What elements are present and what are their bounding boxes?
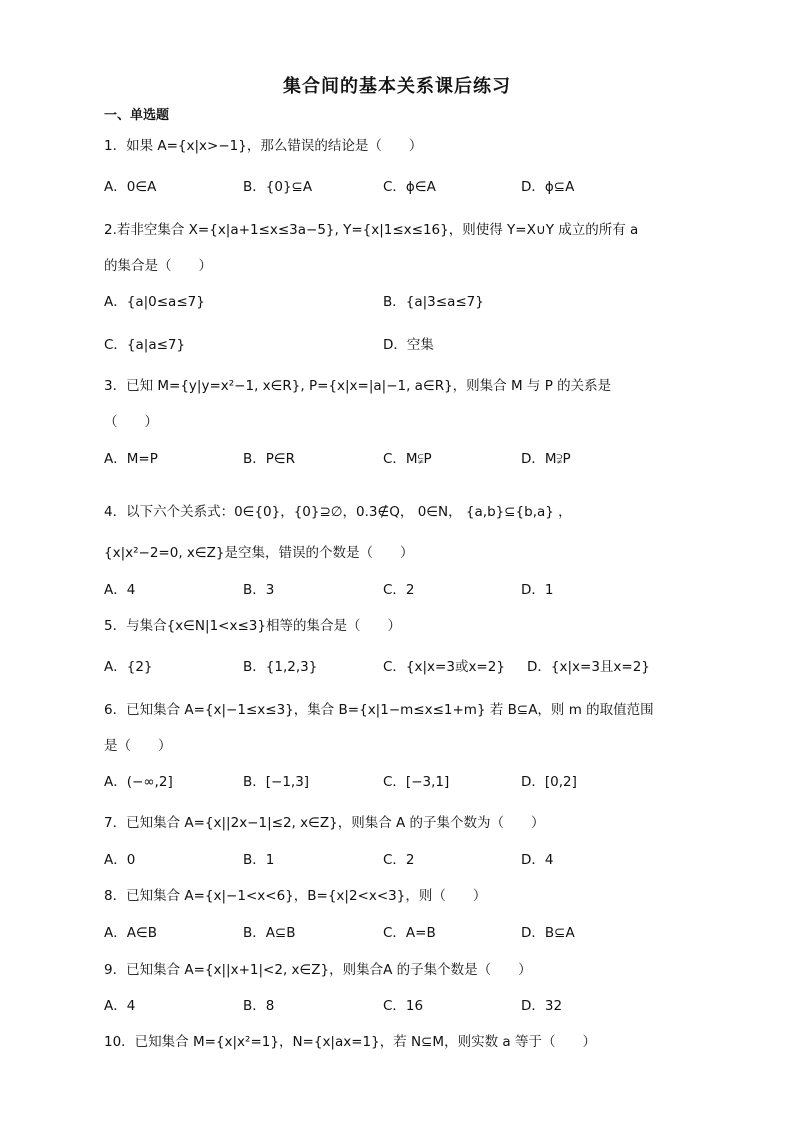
question-1-stem: 1．如果 A={x|x>−1}，那么错误的结论是（ ）: [104, 138, 423, 154]
q2-option-d: D．空集: [383, 337, 434, 353]
question-8-stem: 8．已知集合 A={x|−1<x<6}，B={x|2<x<3}，则（ ）: [104, 888, 487, 904]
q2-option-b: B．{a|3≤a≤7}: [383, 294, 484, 310]
q9-option-a: A．4: [104, 998, 136, 1014]
question-10-stem: 10．已知集合 M={x|x²=1}，N={x|ax=1}，若 N⊆M，则实数 a 等于（ ）: [104, 1034, 596, 1050]
question-2-stem-line-1: 2.若非空集合 X={x|a+1≤x≤3a−5}, Y={x|1≤x≤16}，则使得 Y=X∪Y 成立的所有 a: [104, 222, 639, 238]
q4-option-b: B．3: [243, 582, 275, 598]
q8-option-b: B．A⊆B: [243, 925, 296, 941]
q1-option-c: C．ϕ∈A: [383, 179, 436, 195]
q5-option-a: A．{2}: [104, 659, 153, 675]
q4-option-a: A．4: [104, 582, 136, 598]
question-3-stem-line-1: 3．已知 M={y|y=x²−1, x∈R}, P={x|x=|a|−1, a∈R}，则集合 M 与 P 的关系是: [104, 378, 612, 394]
section-heading: 一、单选题: [104, 108, 170, 123]
q6-option-d: D．[0,2]: [521, 774, 577, 790]
q8-option-c: C．A=B: [383, 925, 436, 941]
q3-option-d: D．M⫌P: [521, 451, 571, 467]
q1-option-d: D．ϕ⊆A: [521, 179, 575, 195]
q7-option-a: A．0: [104, 852, 136, 868]
question-5-stem: 5．与集合{x∈N|1<x≤3}相等的集合是（ ）: [104, 618, 401, 634]
q3-option-a: A．M=P: [104, 451, 158, 467]
question-3-stem-line-2: （ ）: [104, 414, 158, 430]
q6-option-c: C．[−3,1]: [383, 774, 450, 790]
question-4-stem-line-2: {x|x²−2=0, x∈Z}是空集，错误的个数是（ ）: [104, 545, 414, 561]
q5-option-c: C．{x|x=3或x=2}: [383, 659, 505, 675]
q1-option-b: B．{0}⊆A: [243, 179, 313, 195]
q6-option-a: A．(−∞,2]: [104, 774, 173, 790]
question-4-stem-line-1: 4．以下六个关系式：0∈{0}，{0}⊇∅，0.3∉Q， 0∈N， {a,b}⊆{b,a} ，: [104, 504, 572, 520]
q8-option-d: D．B⊆A: [521, 925, 575, 941]
q9-option-d: D．32: [521, 998, 563, 1014]
q7-option-b: B．1: [243, 852, 275, 868]
question-6-stem-line-1: 6．已知集合 A={x|−1≤x≤3}，集合 B={x|1−m≤x≤1+m} 若 B⊆A，则 m 的取值范围: [104, 702, 654, 718]
q9-option-b: B．8: [243, 998, 275, 1014]
q8-option-a: A．A∈B: [104, 925, 157, 941]
q5-option-d: D．{x|x=3且x=2}: [527, 659, 650, 675]
q1-option-a: A．0∈A: [104, 179, 157, 195]
q2-option-c: C．{a|a≤7}: [104, 337, 186, 353]
q4-option-c: C．2: [383, 582, 415, 598]
q7-option-d: D．4: [521, 852, 554, 868]
document-title: 集合间的基本关系课后练习: [283, 76, 511, 97]
q6-option-b: B．[−1,3]: [243, 774, 310, 790]
q3-option-c: C．M⫋P: [383, 451, 432, 467]
q4-option-d: D．1: [521, 582, 554, 598]
q7-option-c: C．2: [383, 852, 415, 868]
q9-option-c: C．16: [383, 998, 424, 1014]
question-7-stem: 7．已知集合 A={x||2x−1|≤2, x∈Z}，则集合 A 的子集个数为（ ）: [104, 815, 545, 831]
question-6-stem-line-2: 是（ ）: [104, 738, 172, 754]
q2-option-a: A．{a|0≤a≤7}: [104, 294, 205, 310]
question-9-stem: 9．已知集合 A={x||x+1|<2, x∈Z}，则集合A 的子集个数是（ ）: [104, 962, 532, 978]
q5-option-b: B．{1,2,3}: [243, 659, 318, 675]
question-2-stem-line-2: 的集合是（ ）: [104, 258, 212, 274]
q3-option-b: B．P∈R: [243, 451, 296, 467]
